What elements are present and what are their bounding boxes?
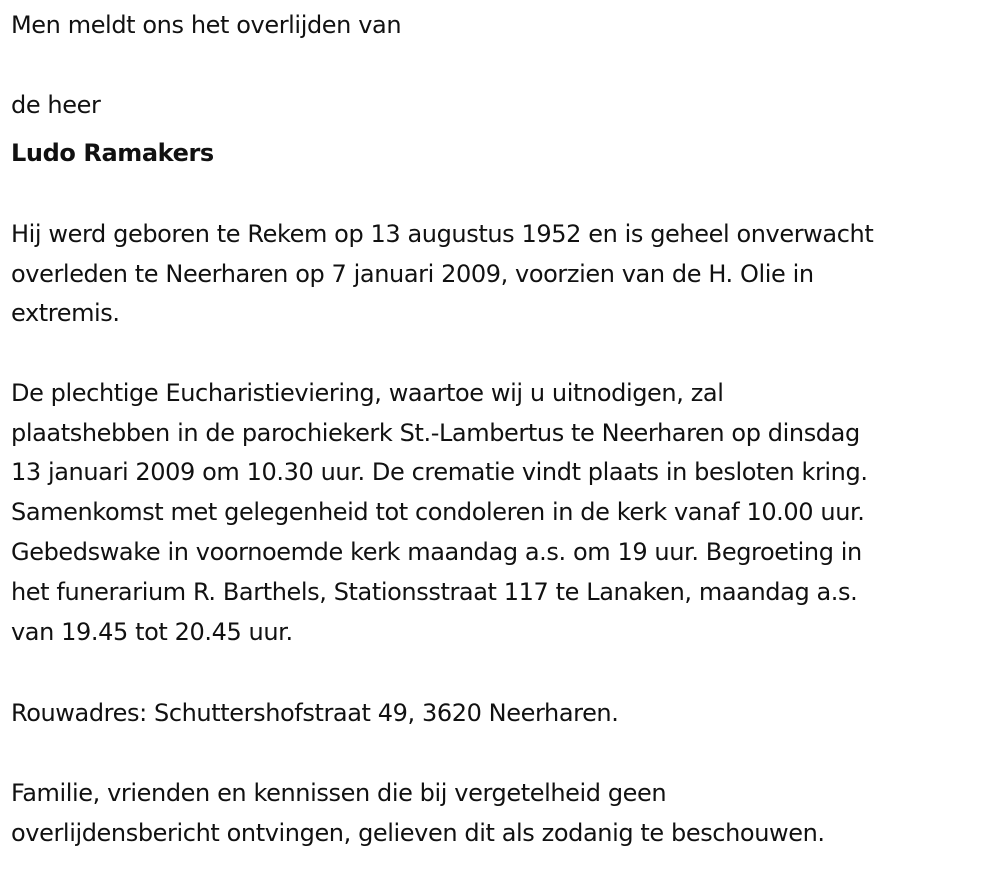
deceased-name: Ludo Ramakers xyxy=(11,139,214,167)
mourning-address: Rouwadres: Schuttershofstraat 49, 3620 Neerharen. xyxy=(11,699,619,727)
ceremony-line-6: het funerarium R. Barthels, Stationsstraat 117 te Lanaken, maandag a.s. xyxy=(11,578,858,606)
ceremony-line-7: van 19.45 tot 20.45 uur. xyxy=(11,618,293,646)
ceremony-line-1: De plechtige Eucharistieviering, waartoe wij u uitnodigen, zal xyxy=(11,379,724,407)
ceremony-line-2: plaatshebben in de parochiekerk St.-Lambertus te Neerharen op dinsdag xyxy=(11,419,860,447)
closing-line-1: Familie, vrienden en kennissen die bij vergetelheid geen xyxy=(11,779,667,807)
birth-death-line-2: overleden te Neerharen op 7 januari 2009, voorzien van de H. Olie in xyxy=(11,260,814,288)
intro-text: Men meldt ons het overlijden van xyxy=(11,11,402,39)
birth-death-line-3: extremis. xyxy=(11,299,120,327)
birth-death-line-1: Hij werd geboren te Rekem op 13 augustus 1952 en is geheel onverwacht xyxy=(11,220,874,248)
ceremony-line-3: 13 januari 2009 om 10.30 uur. De crematie vindt plaats in besloten kring. xyxy=(11,458,868,486)
ceremony-line-4: Samenkomst met gelegenheid tot condoleren in de kerk vanaf 10.00 uur. xyxy=(11,498,865,526)
ceremony-line-5: Gebedswake in voornoemde kerk maandag a.s. om 19 uur. Begroeting in xyxy=(11,538,862,566)
honorific: de heer xyxy=(11,91,101,119)
closing-line-2: overlijdensbericht ontvingen, gelieven dit als zodanig te beschouwen. xyxy=(11,819,825,847)
